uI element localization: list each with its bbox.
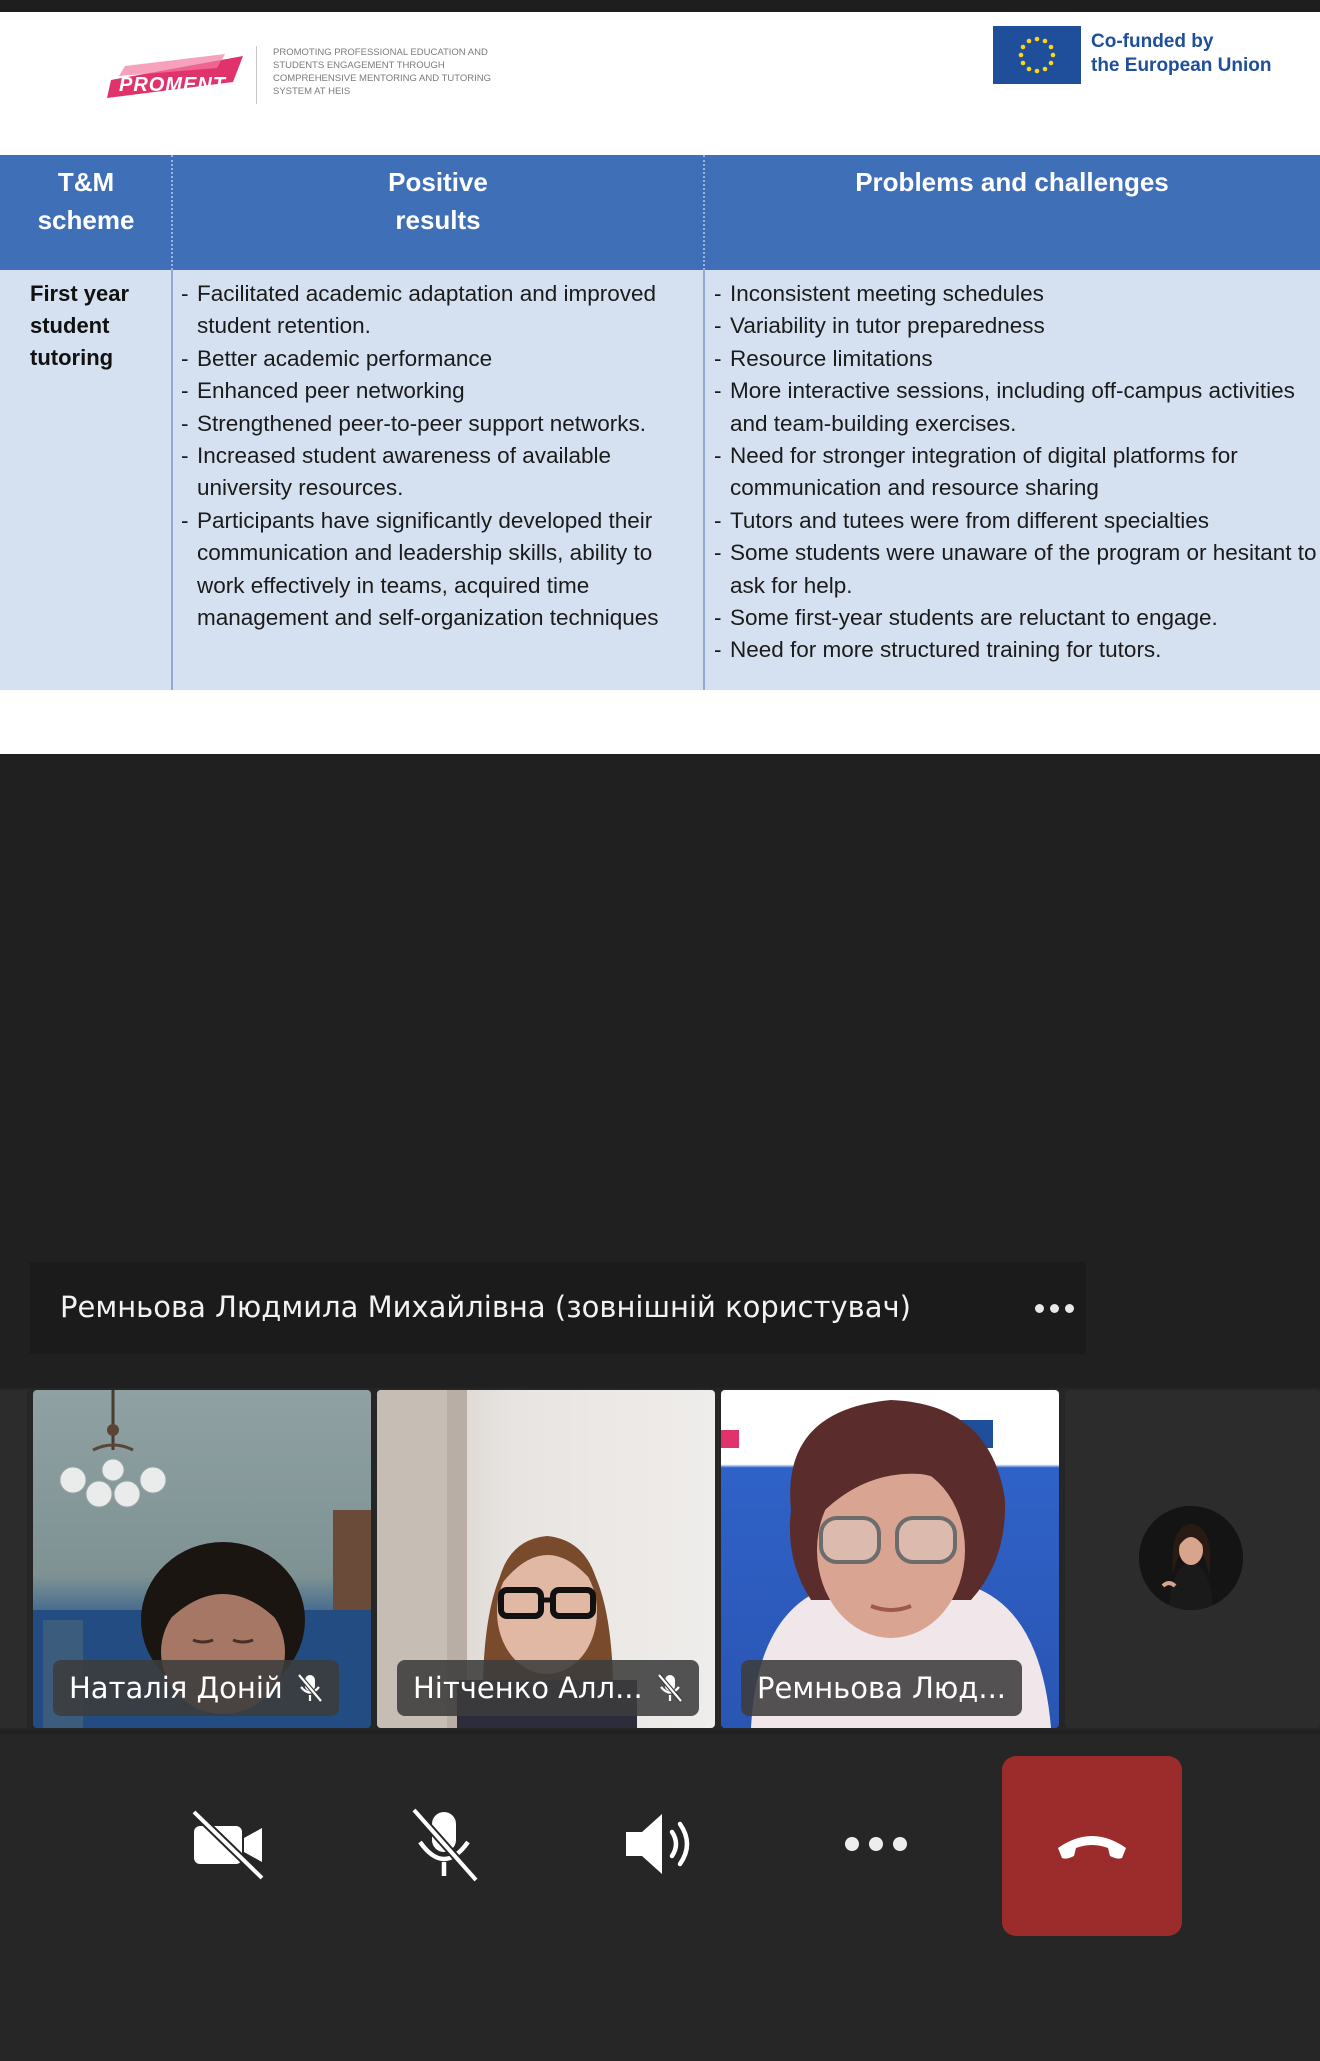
eu-cofunded-badge bbox=[993, 26, 1303, 86]
presenter-name: Ремньова Людмила Михайлівна (зовнішній користувач) bbox=[60, 1290, 911, 1324]
status-bar bbox=[0, 0, 1320, 12]
eu-line-1: Co-funded by bbox=[1091, 31, 1214, 52]
list-item: - Increased student awareness of available university resources. bbox=[181, 440, 701, 505]
list-item: - Participants have significantly developed their communication and leadership skills, ability to work effectively in teams, acquired time management and self-organization techniques bbox=[181, 505, 701, 635]
presenter-more-button[interactable] bbox=[1030, 1284, 1078, 1332]
list-item: - Tutors and tutees were from different specialties bbox=[714, 505, 1320, 537]
list-item: - More interactive sessions, including off-campus activities and team-building exercises. bbox=[714, 375, 1320, 440]
list-item: - Some students were unaware of the program or hesitant to ask for help. bbox=[714, 537, 1320, 602]
microphone-toggle-button[interactable] bbox=[354, 1754, 534, 1934]
list-item: - Resource limitations bbox=[714, 343, 1320, 375]
participant-strip[interactable] bbox=[0, 1388, 1320, 1730]
row-label-text: tutoring bbox=[30, 345, 114, 370]
eu-cofunded-text bbox=[1091, 30, 1272, 78]
header-text: results bbox=[395, 205, 481, 235]
participant-name-chip bbox=[741, 1660, 1022, 1716]
proment-logo bbox=[105, 40, 491, 110]
speaker-button[interactable] bbox=[570, 1754, 750, 1934]
participant-name-chip bbox=[53, 1660, 339, 1716]
header-text: T&M bbox=[57, 167, 115, 197]
problems-list bbox=[714, 278, 1320, 667]
proment-tagline: PROMOTING PROFESSIONAL EDUCATION AND STUDENTS ENGAGEMENT THROUGH COMPREHENSIVE MENTORING AND TUTORING SYSTEM AT HEIS bbox=[273, 47, 491, 97]
more-options-button[interactable] bbox=[786, 1754, 966, 1934]
participant-name: Нітченко Алл... bbox=[413, 1671, 643, 1705]
eu-line-2: the European Union bbox=[1091, 55, 1272, 76]
participant-name-chip bbox=[397, 1660, 699, 1716]
participant-tile-avatar[interactable] bbox=[1065, 1390, 1320, 1728]
eu-flag-icon bbox=[993, 26, 1081, 84]
end-call-button[interactable] bbox=[1002, 1756, 1182, 1936]
participant-name: Ремньова Люд... bbox=[757, 1671, 1007, 1705]
speaker-icon bbox=[620, 1804, 700, 1884]
participant-tile[interactable] bbox=[377, 1390, 715, 1728]
list-item: - Some first-year students are reluctant to engage. bbox=[714, 602, 1320, 634]
participant-tile[interactable] bbox=[721, 1390, 1059, 1728]
call-controls-bar bbox=[0, 1734, 1320, 2061]
list-item: - Need for more structured training for tutors. bbox=[714, 634, 1320, 666]
more-horizontal-icon bbox=[786, 1754, 966, 1934]
logo-divider bbox=[256, 46, 257, 104]
mic-off-icon bbox=[657, 1673, 683, 1703]
header-text: Positive bbox=[388, 167, 488, 197]
mic-off-icon bbox=[297, 1673, 323, 1703]
more-horizontal-icon bbox=[1030, 1284, 1078, 1332]
header-text: Problems and challenges bbox=[855, 167, 1169, 197]
list-item: - Need for stronger integration of digital platforms for communication and resource sharing bbox=[714, 440, 1320, 505]
positive-results-list bbox=[181, 278, 701, 634]
row-label-text: student bbox=[30, 313, 110, 338]
proment-wordmark: PROMENT bbox=[119, 74, 226, 96]
camera-toggle-button[interactable] bbox=[138, 1754, 318, 1934]
avatar bbox=[1139, 1506, 1243, 1610]
list-item: - Better academic performance bbox=[181, 343, 701, 375]
mic-off-icon bbox=[404, 1804, 484, 1884]
header-tm-scheme bbox=[0, 163, 172, 239]
list-item: - Inconsistent meeting schedules bbox=[714, 278, 1320, 310]
participant-tile[interactable] bbox=[33, 1390, 371, 1728]
strip-edge bbox=[0, 1390, 27, 1728]
row-label-text: First year bbox=[30, 281, 130, 306]
participant-name: Наталія Доній bbox=[69, 1671, 283, 1705]
list-item: - Enhanced peer networking bbox=[181, 375, 701, 407]
column-divider bbox=[171, 270, 173, 690]
column-divider bbox=[703, 270, 705, 690]
header-positive-results bbox=[172, 163, 704, 239]
camera-off-icon bbox=[188, 1804, 268, 1884]
slide-header bbox=[0, 12, 1320, 155]
proment-logo-mark bbox=[105, 52, 247, 100]
row-label-first-year bbox=[30, 278, 170, 374]
hang-up-icon bbox=[1052, 1826, 1132, 1866]
list-item: - Variability in tutor preparedness bbox=[714, 310, 1320, 342]
header-text: scheme bbox=[37, 205, 135, 235]
header-problems bbox=[704, 163, 1320, 201]
list-item: - Facilitated academic adaptation and improved student retention. bbox=[181, 278, 701, 343]
list-item: - Strengthened peer-to-peer support networks. bbox=[181, 408, 701, 440]
presenter-banner[interactable] bbox=[30, 1262, 1086, 1354]
shared-screen-slide bbox=[0, 12, 1320, 754]
